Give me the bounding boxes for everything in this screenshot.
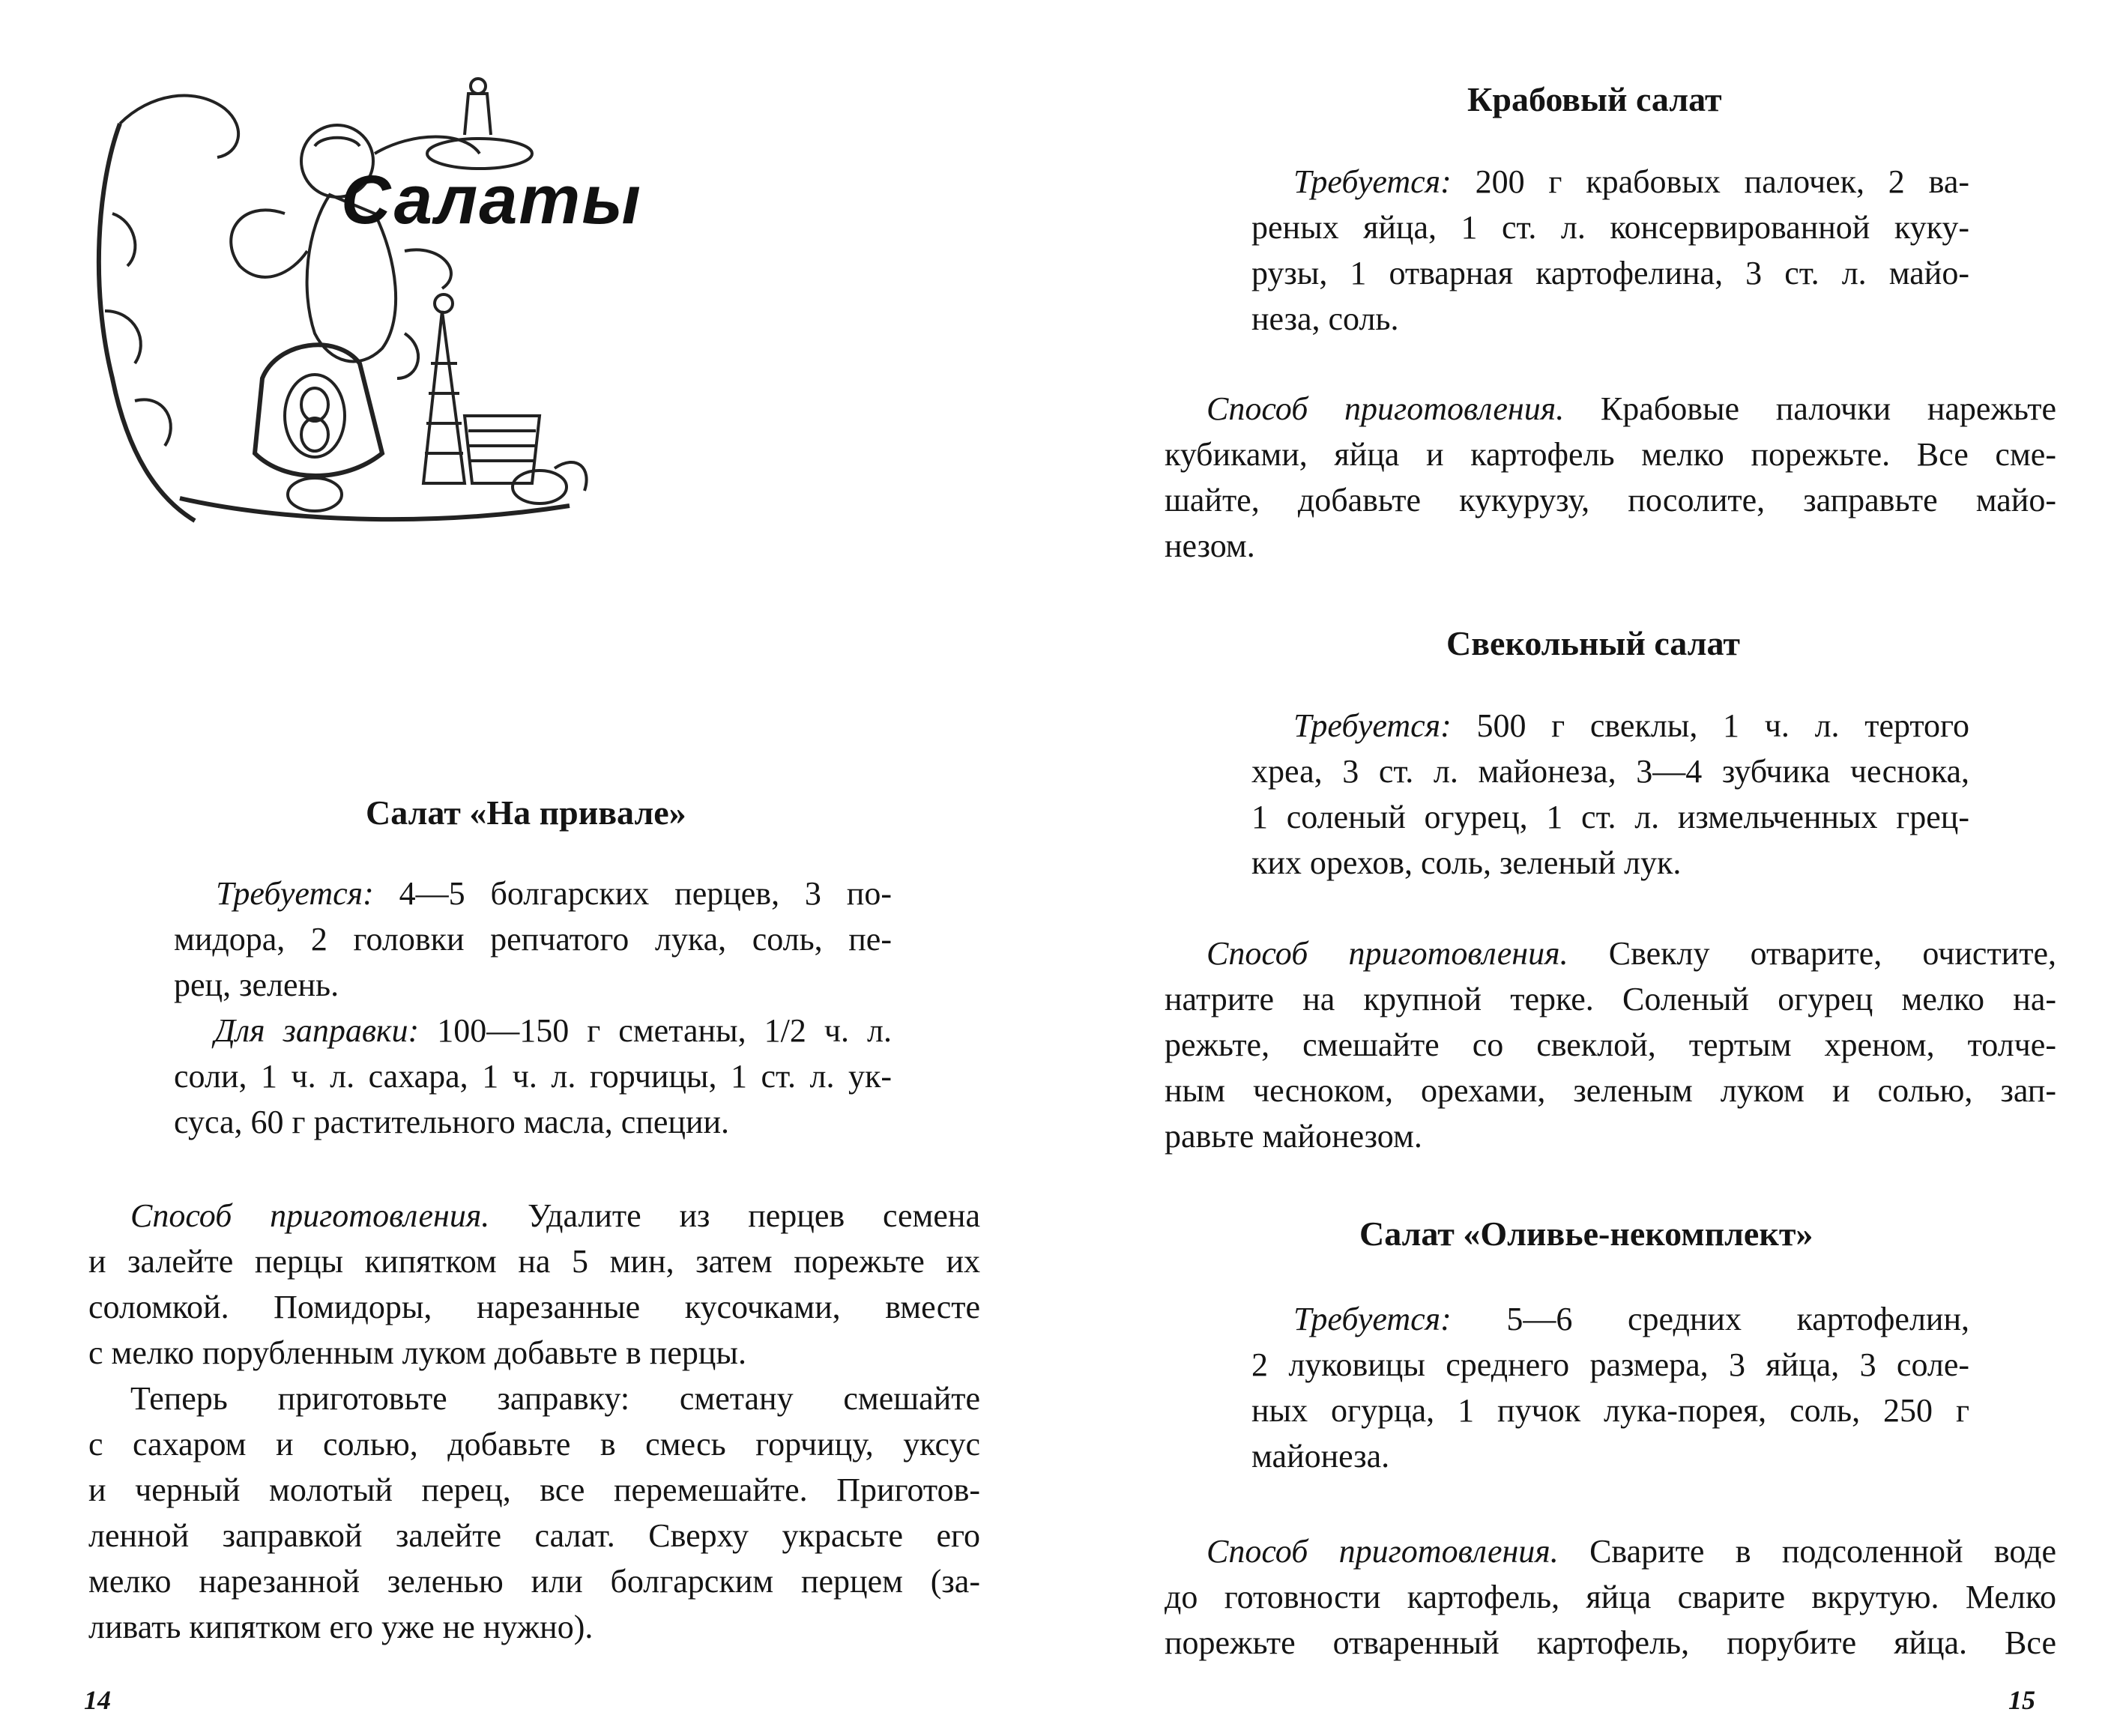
- text-line: рец, зелень.: [174, 967, 339, 1003]
- text-line: мидора, 2 головки репчатого лука, соль, пе-: [174, 921, 892, 958]
- recipe-method-svekolnyi: [1165, 931, 2056, 1159]
- text-line: рузы, 1 отварная картофелина, 3 ст. л. майо-: [1251, 255, 1969, 291]
- recipe-method-krabovyi: [1165, 386, 2056, 569]
- text-line: незом.: [1165, 527, 1255, 564]
- text-line: майонеза.: [1251, 1438, 1390, 1475]
- ingredients-label: Требуется:: [1293, 707, 1452, 744]
- recipe-title-krabovyi: Крабовый салат: [1467, 80, 1722, 118]
- text-line: 4—5 болгарских перцев, 3 по-: [373, 875, 892, 912]
- text-line: шайте, добавьте кукурузу, посолите, заправьте майо-: [1165, 482, 2056, 518]
- text-line: реных яйца, 1 ст. л. консервированной куку-: [1251, 209, 1969, 246]
- text-line: ливать кипятком его уже не нужно).: [88, 1609, 594, 1645]
- page-number: 15: [2008, 1685, 2035, 1715]
- recipe-method-na-privale: [88, 1193, 980, 1650]
- dressing-label: Для заправки:: [214, 1012, 420, 1049]
- text-line: ленной заправкой залейте салат. Сверху украсьте его: [88, 1517, 980, 1554]
- method-label: Способ приготовления.: [1207, 390, 1565, 427]
- ingredients-label: Требуется:: [1293, 163, 1452, 200]
- recipe-title-olivie: Салат «Оливье-некомплект»: [1359, 1215, 1814, 1253]
- text-line: 5—6 средних картофелин,: [1451, 1301, 1969, 1337]
- text-line: Теперь приготовьте заправку: сметану смешайте: [130, 1380, 980, 1417]
- recipe-title-na-privale: Салат «На привале»: [366, 793, 686, 832]
- text-line: Свеклу отварите, очистите,: [1568, 935, 2056, 972]
- right-page: [1058, 0, 2117, 1736]
- method-label: Способ приготовления.: [130, 1197, 490, 1234]
- recipe-ingredients-olivie: [1251, 1296, 1969, 1479]
- ingredients-label: Требуется:: [216, 875, 374, 912]
- text-line: соломкой. Помидоры, нарезанные кусочками, вместе: [88, 1289, 980, 1325]
- text-line: 1 соленый огурец, 1 ст. л. измельченных грец-: [1251, 799, 1969, 835]
- text-line: неза, соль.: [1251, 300, 1399, 337]
- cherub-ornament-icon: [90, 64, 600, 543]
- text-line: Сварите в подсоленной воде: [1558, 1533, 2056, 1570]
- recipe-method-olivie: [1165, 1528, 2056, 1666]
- page-number: 14: [84, 1685, 111, 1715]
- text-line: с мелко порубленным луком добавьте в перцы.: [88, 1334, 746, 1371]
- text-line: режьте, смешайте со свеклой, тертым хреном, толче-: [1165, 1026, 2056, 1063]
- recipe-ingredients-na-privale: [174, 871, 892, 1145]
- text-line: соли, 1 ч. л. сахара, 1 ч. л. горчицы, 1 ст. л. ук-: [174, 1058, 892, 1095]
- text-line: и залейте перцы кипятком на 5 мин, затем порежьте их: [88, 1243, 980, 1280]
- text-line: натрите на крупной терке. Соленый огурец мелко на-: [1165, 981, 2056, 1017]
- method-label: Способ приготовления.: [1207, 935, 1568, 972]
- text-line: ным чесноком, орехами, зеленым луком и солью, зап-: [1165, 1072, 2056, 1109]
- left-page: [0, 0, 1058, 1736]
- text-line: порежьте отваренный картофель, порубите яйца. Все: [1165, 1624, 2056, 1661]
- recipe-ingredients-krabovyi: [1251, 159, 1969, 342]
- recipe-title-svekolnyi: Свекольный салат: [1446, 624, 1740, 662]
- text-line: до готовности картофель, яйца сварите вкрутую. Мелко: [1165, 1579, 2056, 1615]
- text-line: равьте майонезом.: [1165, 1118, 1422, 1155]
- text-line: ных огурца, 1 пучок лука-порея, соль, 250 г: [1251, 1392, 1969, 1429]
- text-line: 2 луковицы среднего размера, 3 яйца, 3 соле-: [1251, 1346, 1969, 1383]
- ingredients-label: Требуется:: [1293, 1301, 1452, 1337]
- text-line: 100—150 г сметаны, 1/2 ч. л.: [419, 1012, 892, 1049]
- text-line: с сахаром и солью, добавьте в смесь горчицу, уксус: [88, 1426, 980, 1463]
- chapter-title: Салаты: [341, 162, 642, 238]
- text-line: суса, 60 г растительного масла, специи.: [174, 1104, 730, 1140]
- text-line: ких орехов, соль, зеленый лук.: [1251, 844, 1682, 881]
- text-line: 200 г крабовых палочек, 2 ва-: [1451, 163, 1969, 200]
- text-line: и черный молотый перец, все перемешайте. Приготов-: [88, 1472, 980, 1508]
- recipe-ingredients-svekolnyi: [1251, 703, 1969, 886]
- method-label: Способ приготовления.: [1207, 1533, 1559, 1570]
- text-line: кубиками, яйца и картофель мелко порежьте. Все сме-: [1165, 436, 2056, 473]
- text-line: мелко нарезанной зеленью или болгарским перцем (за-: [88, 1563, 980, 1600]
- text-line: Удалите из перцев семена: [489, 1197, 980, 1234]
- text-line: хреа, 3 ст. л. майонеза, 3—4 зубчика чеснока,: [1251, 753, 1969, 790]
- text-line: 500 г свеклы, 1 ч. л. тертого: [1451, 707, 1969, 744]
- text-line: Крабовые палочки нарежьте: [1564, 390, 2057, 427]
